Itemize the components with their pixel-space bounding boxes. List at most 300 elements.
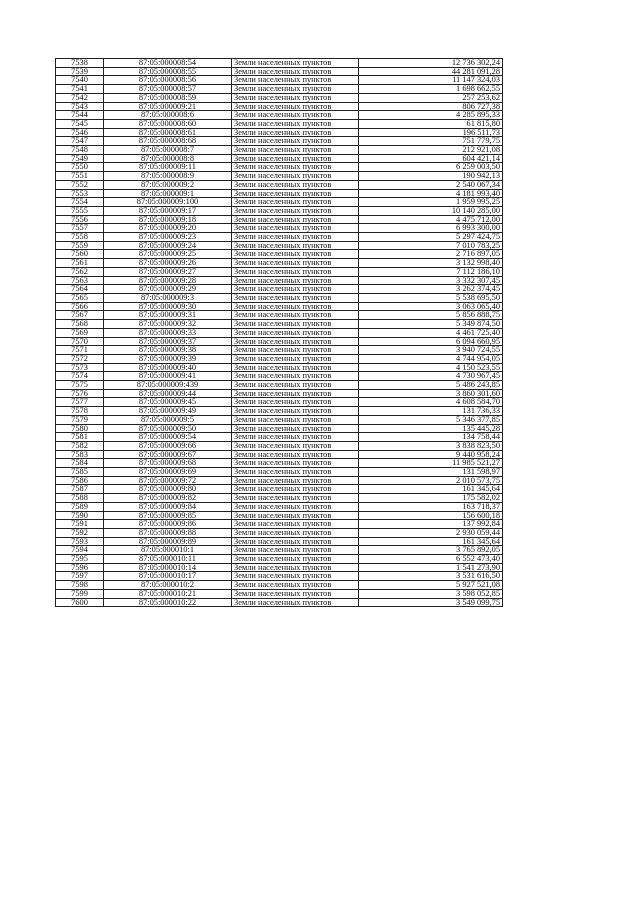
row-number-cell: 7544 — [56, 111, 104, 120]
land-category-cell: Земли населенных пунктов — [232, 459, 359, 468]
cadastral-value-cell: 9 440 958,24 — [359, 450, 503, 459]
row-number-cell: 7551 — [56, 172, 104, 181]
cadastral-value-cell: 161 345,64 — [359, 485, 503, 494]
land-category-cell: Земли населенных пунктов — [232, 233, 359, 242]
table-row — [56, 572, 503, 581]
land-category-cell: Земли населенных пунктов — [232, 476, 359, 485]
cadastral-number-cell: 87:05:000009:69 — [104, 468, 232, 477]
table-row — [56, 111, 503, 120]
land-category-cell: Земли населенных пунктов — [232, 546, 359, 555]
cadastral-number-cell: 87:05:000010:22 — [104, 598, 232, 607]
cadastral-value-cell: 156 600,18 — [359, 511, 503, 520]
table-row — [56, 537, 503, 546]
row-number-cell: 7583 — [56, 450, 104, 459]
table-row — [56, 346, 503, 355]
land-category-cell: Земли населенных пунктов — [232, 59, 359, 68]
row-number-cell: 7580 — [56, 424, 104, 433]
cadastral-number-cell: 87:05:000009:33 — [104, 328, 232, 337]
land-category-cell: Земли населенных пунктов — [232, 354, 359, 363]
land-category-cell: Земли населенных пунктов — [232, 189, 359, 198]
row-number-cell: 7582 — [56, 441, 104, 450]
cadastral-value-cell: 11 147 324,03 — [359, 76, 503, 85]
land-category-cell: Земли населенных пунктов — [232, 172, 359, 181]
table-row — [56, 59, 503, 68]
cadastral-value-cell: 1 698 662,55 — [359, 85, 503, 94]
cadastral-value-cell: 2 540 067,34 — [359, 180, 503, 189]
land-category-cell: Земли населенных пунктов — [232, 381, 359, 390]
row-number-cell: 7541 — [56, 85, 104, 94]
row-number-cell: 7576 — [56, 389, 104, 398]
cadastral-number-cell: 87:05:000009:49 — [104, 407, 232, 416]
table-row — [56, 189, 503, 198]
land-category-cell: Земли населенных пунктов — [232, 163, 359, 172]
row-number-cell: 7550 — [56, 163, 104, 172]
row-number-cell: 7589 — [56, 502, 104, 511]
cadastral-value-cell: 12 736 302,24 — [359, 59, 503, 68]
cadastral-number-cell: 87:05:000008:9 — [104, 172, 232, 181]
cadastral-value-cell: 190 942,13 — [359, 172, 503, 181]
cadastral-value-cell: 161 345,64 — [359, 537, 503, 546]
table-row — [56, 241, 503, 250]
cadastral-value-cell: 3 765 892,05 — [359, 546, 503, 555]
table-row — [56, 598, 503, 607]
cadastral-value-cell: 131 736,33 — [359, 407, 503, 416]
land-category-cell: Земли населенных пунктов — [232, 572, 359, 581]
cadastral-value-cell: 3 598 052,85 — [359, 589, 503, 598]
row-number-cell: 7549 — [56, 154, 104, 163]
land-category-cell: Земли населенных пунктов — [232, 285, 359, 294]
row-number-cell: 7586 — [56, 476, 104, 485]
cadastral-value-cell: 3 860 301,60 — [359, 389, 503, 398]
cadastral-number-cell: 87:05:000009:66 — [104, 441, 232, 450]
row-number-cell: 7590 — [56, 511, 104, 520]
land-category-cell: Земли населенных пунктов — [232, 320, 359, 329]
land-category-cell: Земли населенных пунктов — [232, 215, 359, 224]
row-number-cell: 7575 — [56, 381, 104, 390]
land-category-cell: Земли населенных пунктов — [232, 241, 359, 250]
table-row — [56, 398, 503, 407]
land-category-cell: Земли населенных пунктов — [232, 537, 359, 546]
land-category-cell: Земли населенных пунктов — [232, 555, 359, 564]
cadastral-value-table — [55, 58, 503, 607]
land-category-cell: Земли населенных пунктов — [232, 398, 359, 407]
table-row — [56, 468, 503, 477]
cadastral-number-cell: 87:05:000010:2 — [104, 581, 232, 590]
cadastral-number-cell: 87:05:000009:89 — [104, 537, 232, 546]
cadastral-number-cell: 87:05:000008:60 — [104, 119, 232, 128]
land-category-cell: Земли населенных пунктов — [232, 67, 359, 76]
cadastral-value-cell: 751 779,75 — [359, 137, 503, 146]
table-row — [56, 154, 503, 163]
row-number-cell: 7584 — [56, 459, 104, 468]
table-row — [56, 363, 503, 372]
land-category-cell: Земли населенных пунктов — [232, 198, 359, 207]
cadastral-number-cell: 87:05:000009:31 — [104, 311, 232, 320]
cadastral-number-cell: 87:05:000010:1 — [104, 546, 232, 555]
table-row — [56, 311, 503, 320]
land-category-cell: Земли населенных пунктов — [232, 485, 359, 494]
land-category-cell: Земли населенных пунктов — [232, 93, 359, 102]
land-category-cell: Земли населенных пунктов — [232, 85, 359, 94]
table-row — [56, 224, 503, 233]
cadastral-number-cell: 87:05:000009:72 — [104, 476, 232, 485]
table-row — [56, 137, 503, 146]
cadastral-value-cell: 137 992,84 — [359, 520, 503, 529]
row-number-cell: 7593 — [56, 537, 104, 546]
table-row — [56, 215, 503, 224]
cadastral-number-cell: 87:05:000009:20 — [104, 224, 232, 233]
cadastral-value-cell: 4 150 523,55 — [359, 363, 503, 372]
cadastral-number-cell: 87:05:000009:3 — [104, 293, 232, 302]
table-row — [56, 285, 503, 294]
row-number-cell: 7561 — [56, 259, 104, 268]
row-number-cell: 7539 — [56, 67, 104, 76]
row-number-cell: 7567 — [56, 311, 104, 320]
row-number-cell: 7546 — [56, 128, 104, 137]
cadastral-value-cell: 3 262 374,45 — [359, 285, 503, 294]
cadastral-number-cell: 87:05:000009:80 — [104, 485, 232, 494]
cadastral-value-cell: 3 940 724,55 — [359, 346, 503, 355]
cadastral-number-cell: 87:05:000009:38 — [104, 346, 232, 355]
cadastral-number-cell: 87:05:000009:39 — [104, 354, 232, 363]
table-row — [56, 76, 503, 85]
cadastral-value-cell: 134 758,44 — [359, 433, 503, 442]
cadastral-value-cell: 212 921,08 — [359, 146, 503, 155]
cadastral-number-cell: 87:05:000009:18 — [104, 215, 232, 224]
cadastral-number-cell: 87:05:000009:30 — [104, 302, 232, 311]
cadastral-number-cell: 87:05:000009:29 — [104, 285, 232, 294]
row-number-cell: 7560 — [56, 250, 104, 259]
land-category-cell: Земли населенных пунктов — [232, 250, 359, 259]
table-row — [56, 128, 503, 137]
cadastral-value-cell: 4 744 954,05 — [359, 354, 503, 363]
cadastral-value-cell: 175 582,02 — [359, 494, 503, 503]
land-category-cell: Земли населенных пунктов — [232, 494, 359, 503]
cadastral-number-cell: 87:05:000009:54 — [104, 433, 232, 442]
cadastral-value-cell: 196 511,73 — [359, 128, 503, 137]
cadastral-value-cell: 5 538 695,50 — [359, 293, 503, 302]
cadastral-value-cell: 6 993 300,00 — [359, 224, 503, 233]
table-row — [56, 102, 503, 111]
table-row — [56, 172, 503, 181]
cadastral-number-cell: 87:05:000008:7 — [104, 146, 232, 155]
cadastral-number-cell: 87:05:000009:17 — [104, 206, 232, 215]
land-category-cell: Земли населенных пунктов — [232, 598, 359, 607]
land-category-cell: Земли населенных пунктов — [232, 589, 359, 598]
table-row — [56, 381, 503, 390]
cadastral-value-cell: 1 959 995,25 — [359, 198, 503, 207]
cadastral-number-cell: 87:05:000009:67 — [104, 450, 232, 459]
land-category-cell: Земли населенных пунктов — [232, 224, 359, 233]
cadastral-value-cell: 4 181 993,40 — [359, 189, 503, 198]
cadastral-number-cell: 87:05:000009:32 — [104, 320, 232, 329]
row-number-cell: 7540 — [56, 76, 104, 85]
cadastral-number-cell: 87:05:000008:6 — [104, 111, 232, 120]
land-category-cell: Земли населенных пунктов — [232, 441, 359, 450]
row-number-cell: 7556 — [56, 215, 104, 224]
land-category-cell: Земли населенных пунктов — [232, 433, 359, 442]
land-category-cell: Земли населенных пунктов — [232, 119, 359, 128]
row-number-cell: 7557 — [56, 224, 104, 233]
cadastral-number-cell: 87:05:000009:25 — [104, 250, 232, 259]
land-category-cell: Земли населенных пунктов — [232, 102, 359, 111]
cadastral-value-cell: 4 475 712,00 — [359, 215, 503, 224]
cadastral-value-cell: 11 985 521,27 — [359, 459, 503, 468]
cadastral-value-cell: 135 445,28 — [359, 424, 503, 433]
row-number-cell: 7594 — [56, 546, 104, 555]
table-row — [56, 267, 503, 276]
row-number-cell: 7585 — [56, 468, 104, 477]
cadastral-value-cell: 5 346 377,85 — [359, 415, 503, 424]
row-number-cell: 7592 — [56, 528, 104, 537]
row-number-cell: 7587 — [56, 485, 104, 494]
cadastral-number-cell: 87:05:000008:68 — [104, 137, 232, 146]
cadastral-value-cell: 131 598,97 — [359, 468, 503, 477]
row-number-cell: 7596 — [56, 563, 104, 572]
cadastral-value-cell: 604 421,14 — [359, 154, 503, 163]
table-row — [56, 163, 503, 172]
table-row — [56, 511, 503, 520]
row-number-cell: 7547 — [56, 137, 104, 146]
table-row — [56, 581, 503, 590]
table-row — [56, 198, 503, 207]
row-number-cell: 7562 — [56, 267, 104, 276]
cadastral-number-cell: 87:05:000009:85 — [104, 511, 232, 520]
cadastral-value-cell: 2 716 897,05 — [359, 250, 503, 259]
land-category-cell: Земли населенных пунктов — [232, 259, 359, 268]
table-row — [56, 459, 503, 468]
cadastral-number-cell: 87:05:000009:1 — [104, 189, 232, 198]
cadastral-value-cell: 6 094 660,95 — [359, 337, 503, 346]
cadastral-value-cell: 6 259 003,50 — [359, 163, 503, 172]
row-number-cell: 7570 — [56, 337, 104, 346]
land-category-cell: Земли населенных пунктов — [232, 407, 359, 416]
cadastral-value-cell: 3 063 065,40 — [359, 302, 503, 311]
row-number-cell: 7553 — [56, 189, 104, 198]
cadastral-number-cell: 87:05:000009:68 — [104, 459, 232, 468]
land-category-cell: Земли населенных пунктов — [232, 415, 359, 424]
table-body — [56, 59, 503, 607]
table-row — [56, 502, 503, 511]
cadastral-number-cell: 87:05:000009:23 — [104, 233, 232, 242]
cadastral-value-cell: 163 718,37 — [359, 502, 503, 511]
cadastral-value-cell: 1 541 273,90 — [359, 563, 503, 572]
land-category-cell: Земли населенных пунктов — [232, 154, 359, 163]
row-number-cell: 7548 — [56, 146, 104, 155]
cadastral-number-cell: 87:05:000009:37 — [104, 337, 232, 346]
row-number-cell: 7552 — [56, 180, 104, 189]
cadastral-number-cell: 87:05:000009:21 — [104, 102, 232, 111]
land-category-cell: Земли населенных пунктов — [232, 206, 359, 215]
row-number-cell: 7577 — [56, 398, 104, 407]
row-number-cell: 7569 — [56, 328, 104, 337]
table-row — [56, 233, 503, 242]
row-number-cell: 7558 — [56, 233, 104, 242]
cadastral-value-cell: 7 112 186,10 — [359, 267, 503, 276]
table-row — [56, 520, 503, 529]
table-row — [56, 407, 503, 416]
cadastral-number-cell: 87:05:000010:21 — [104, 589, 232, 598]
cadastral-value-cell: 3 549 099,75 — [359, 598, 503, 607]
cadastral-value-cell: 7 010 783,25 — [359, 241, 503, 250]
cadastral-number-cell: 87:05:000008:8 — [104, 154, 232, 163]
table-row — [56, 146, 503, 155]
row-number-cell: 7572 — [56, 354, 104, 363]
table-row — [56, 276, 503, 285]
table-row — [56, 119, 503, 128]
table-row — [56, 293, 503, 302]
row-number-cell: 7559 — [56, 241, 104, 250]
land-category-cell: Земли населенных пунктов — [232, 372, 359, 381]
cadastral-number-cell: 87:05:000009:11 — [104, 163, 232, 172]
cadastral-value-cell: 5 856 888,75 — [359, 311, 503, 320]
land-category-cell: Земли населенных пунктов — [232, 311, 359, 320]
land-category-cell: Земли населенных пунктов — [232, 293, 359, 302]
cadastral-value-cell: 5 486 243,85 — [359, 381, 503, 390]
row-number-cell: 7566 — [56, 302, 104, 311]
table-row — [56, 354, 503, 363]
row-number-cell: 7591 — [56, 520, 104, 529]
cadastral-value-cell: 3 531 616,50 — [359, 572, 503, 581]
cadastral-number-cell: 87:05:000009:82 — [104, 494, 232, 503]
table-row — [56, 485, 503, 494]
cadastral-number-cell: 87:05:000009:28 — [104, 276, 232, 285]
table-row — [56, 563, 503, 572]
cadastral-value-cell: 10 140 285,00 — [359, 206, 503, 215]
cadastral-value-cell: 6 552 473,40 — [359, 555, 503, 564]
land-category-cell: Земли населенных пунктов — [232, 276, 359, 285]
row-number-cell: 7554 — [56, 198, 104, 207]
cadastral-value-cell: 61 815,80 — [359, 119, 503, 128]
table-row — [56, 320, 503, 329]
row-number-cell: 7578 — [56, 407, 104, 416]
land-category-cell: Земли населенных пунктов — [232, 180, 359, 189]
row-number-cell: 7565 — [56, 293, 104, 302]
row-number-cell: 7581 — [56, 433, 104, 442]
land-category-cell: Земли населенных пунктов — [232, 450, 359, 459]
row-number-cell: 7563 — [56, 276, 104, 285]
row-number-cell: 7568 — [56, 320, 104, 329]
cadastral-value-cell: 5 349 874,50 — [359, 320, 503, 329]
table-row — [56, 424, 503, 433]
table-row — [56, 433, 503, 442]
row-number-cell: 7600 — [56, 598, 104, 607]
land-category-cell: Земли населенных пунктов — [232, 267, 359, 276]
cadastral-number-cell: 87:05:000009:84 — [104, 502, 232, 511]
cadastral-value-cell: 4 461 725,40 — [359, 328, 503, 337]
table-row — [56, 328, 503, 337]
row-number-cell: 7545 — [56, 119, 104, 128]
cadastral-value-cell: 3 838 823,50 — [359, 441, 503, 450]
table-row — [56, 494, 503, 503]
land-category-cell: Земли населенных пунктов — [232, 363, 359, 372]
row-number-cell: 7595 — [56, 555, 104, 564]
cadastral-value-cell: 4 608 584,70 — [359, 398, 503, 407]
cadastral-number-cell: 87:05:000008:61 — [104, 128, 232, 137]
cadastral-number-cell: 87:05:000009:100 — [104, 198, 232, 207]
land-category-cell: Земли населенных пунктов — [232, 328, 359, 337]
cadastral-number-cell: 87:05:000009:44 — [104, 389, 232, 398]
table-row — [56, 250, 503, 259]
cadastral-value-cell: 5 927 521,08 — [359, 581, 503, 590]
row-number-cell: 7599 — [56, 589, 104, 598]
table-row — [56, 528, 503, 537]
cadastral-value-cell: 44 281 091,28 — [359, 67, 503, 76]
cadastral-number-cell: 87:05:000009:50 — [104, 424, 232, 433]
land-category-cell: Земли населенных пунктов — [232, 346, 359, 355]
table-row — [56, 67, 503, 76]
table-row — [56, 389, 503, 398]
land-category-cell: Земли населенных пунктов — [232, 581, 359, 590]
land-category-cell: Земли населенных пунктов — [232, 146, 359, 155]
cadastral-value-cell: 4 285 895,33 — [359, 111, 503, 120]
land-category-cell: Земли населенных пунктов — [232, 337, 359, 346]
table-row — [56, 206, 503, 215]
cadastral-number-cell: 87:05:000008:56 — [104, 76, 232, 85]
cadastral-value-cell: 3 132 998,40 — [359, 259, 503, 268]
land-category-cell: Земли населенных пунктов — [232, 76, 359, 85]
cadastral-number-cell: 87:05:000009:86 — [104, 520, 232, 529]
table-row — [56, 85, 503, 94]
row-number-cell: 7573 — [56, 363, 104, 372]
cadastral-number-cell: 87:05:000010:14 — [104, 563, 232, 572]
table-row — [56, 93, 503, 102]
table-row — [56, 259, 503, 268]
cadastral-number-cell: 87:05:000009:41 — [104, 372, 232, 381]
cadastral-value-cell: 806 727,38 — [359, 102, 503, 111]
cadastral-number-cell: 87:05:000010:17 — [104, 572, 232, 581]
cadastral-value-cell: 4 730 967,45 — [359, 372, 503, 381]
table-row — [56, 337, 503, 346]
cadastral-number-cell: 87:05:000008:59 — [104, 93, 232, 102]
row-number-cell: 7579 — [56, 415, 104, 424]
cadastral-number-cell: 87:05:000008:55 — [104, 67, 232, 76]
row-number-cell: 7588 — [56, 494, 104, 503]
land-category-cell: Земли населенных пунктов — [232, 528, 359, 537]
cadastral-number-cell: 87:05:000009:2 — [104, 180, 232, 189]
land-category-cell: Земли населенных пунктов — [232, 502, 359, 511]
land-category-cell: Земли населенных пунктов — [232, 111, 359, 120]
cadastral-value-cell: 257 253,62 — [359, 93, 503, 102]
table-row — [56, 450, 503, 459]
cadastral-number-cell: 87:05:000009:88 — [104, 528, 232, 537]
land-category-cell: Земли населенных пунктов — [232, 128, 359, 137]
table-row — [56, 415, 503, 424]
row-number-cell: 7555 — [56, 206, 104, 215]
table-row — [56, 546, 503, 555]
row-number-cell: 7543 — [56, 102, 104, 111]
table-row — [56, 302, 503, 311]
cadastral-number-cell: 87:05:000009:40 — [104, 363, 232, 372]
row-number-cell: 7574 — [56, 372, 104, 381]
cadastral-number-cell: 87:05:000008:57 — [104, 85, 232, 94]
row-number-cell: 7564 — [56, 285, 104, 294]
cadastral-number-cell: 87:05:000009:24 — [104, 241, 232, 250]
land-category-cell: Земли населенных пунктов — [232, 511, 359, 520]
cadastral-value-cell: 5 297 424,75 — [359, 233, 503, 242]
cadastral-number-cell: 87:05:000009:5 — [104, 415, 232, 424]
row-number-cell: 7597 — [56, 572, 104, 581]
cadastral-number-cell: 87:05:000009:26 — [104, 259, 232, 268]
cadastral-value-cell: 2 930 059,44 — [359, 528, 503, 537]
cadastral-number-cell: 87:05:000010:11 — [104, 555, 232, 564]
table-row — [56, 589, 503, 598]
cadastral-number-cell: 87:05:000009:27 — [104, 267, 232, 276]
cadastral-value-cell: 3 332 307,45 — [359, 276, 503, 285]
table-row — [56, 555, 503, 564]
table-row — [56, 180, 503, 189]
row-number-cell: 7598 — [56, 581, 104, 590]
